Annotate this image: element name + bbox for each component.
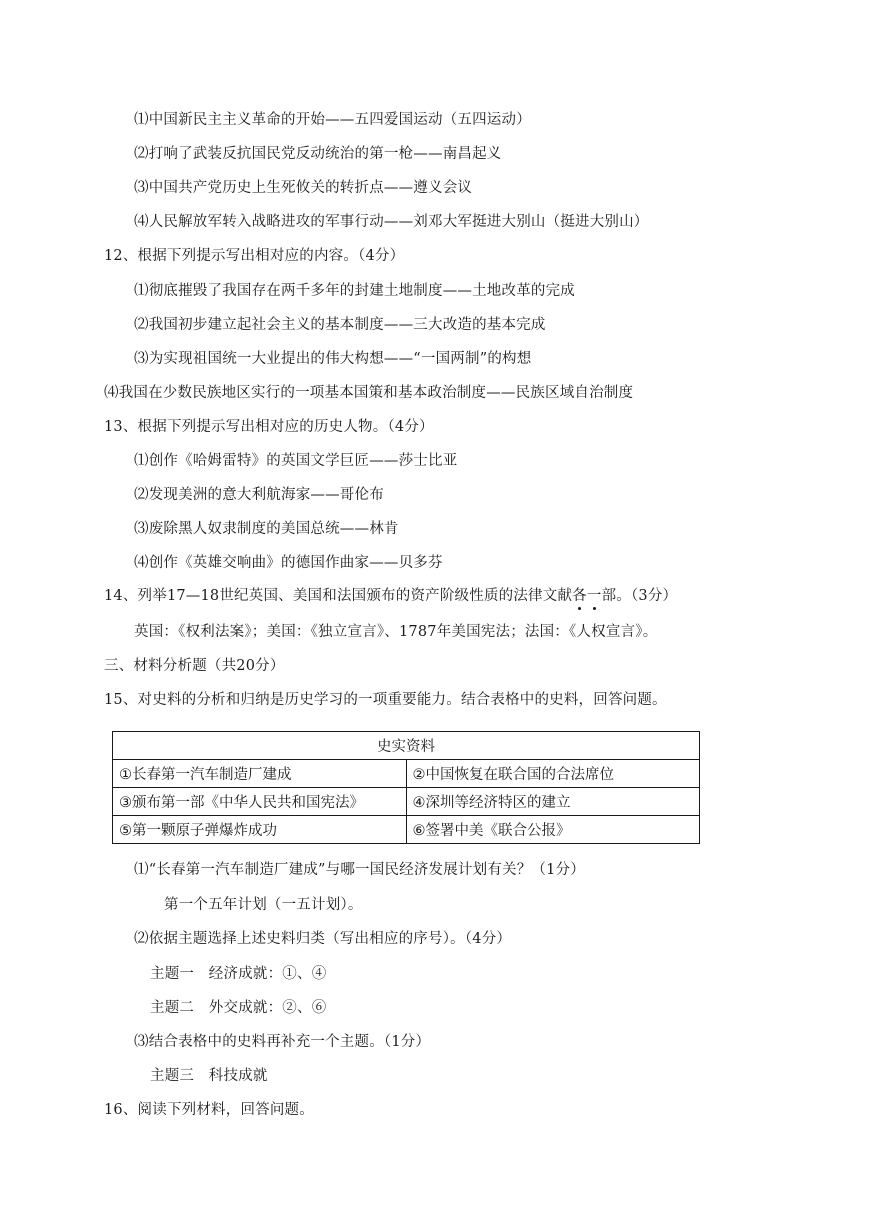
q16-title: 16、阅读下列材料，回答问题。 [104,1102,314,1118]
q11-item-4: ⑷人民解放军转入战略进攻的军事行动——刘邓大军挺进大别山（挺进大别山） [134,214,649,230]
q14-title [104,586,677,606]
q13-item-3: ⑶废除黑人奴隶制度的美国总统——林肯 [134,521,399,537]
table-cell: ⑤第一颗原子弹爆炸成功 [113,816,407,844]
q12-title: 12、根据下列提示写出相对应的内容。（4分） [104,248,405,264]
table-header: 史实资料 [113,732,700,760]
table-cell: ②中国恢复在联合国的合法席位 [406,760,700,788]
q14-title-text: 14、列举17—18世纪英国、美国和法国颁布的资产阶级性质的法律文献 [104,588,573,604]
q14-title-tail: 部。（3分） [601,588,678,604]
q11-item-1: ⑴中国新民主主义革命的开始——五四爱国运动（五四运动） [134,112,531,128]
q11-item-2: ⑵打响了武装反抗国民党反动统治的第一枪——南昌起义 [134,146,502,162]
section-3-heading: 三、材料分析题（共20分） [104,658,285,674]
q15-sub2-question: ⑵依据主题选择上述史料归类（写出相应的序号）。（4分） [134,931,512,947]
q15-sub3-question: ⑶结合表格中的史料再补充一个主题。（1分） [134,1034,431,1050]
q14-answer: 英国：《权利法案》；美国：《独立宣言》、1787年美国宪法；法国：《人权宣言》。 [134,624,658,640]
q15-sub1-answer: 第一个五年计划（一五计划）。 [164,897,363,913]
q15-sub1-question: ⑴“长春第一汽车制造厂建成”与哪一国民经济发展计划有关？（1分） [134,862,585,878]
q15-sub2-answer-2: 主题二 外交成就：②、⑥ [150,1000,327,1016]
table-cell: ④深圳等经济特区的建立 [406,788,700,816]
table-row [113,816,700,844]
q15-title: 15、对史料的分析和归纳是历史学习的一项重要能力。结合表格中的史料，回答问题。 [104,692,667,708]
q12-item-2: ⑵我国初步建立起社会主义的基本制度——三大改造的基本完成 [134,317,546,333]
q12-item-1: ⑴彻底摧毁了我国存在两千多年的封建土地制度——土地改革的完成 [134,283,575,299]
q13-item-2: ⑵发现美洲的意大利航海家——哥伦布 [134,487,384,503]
q12-item-4: ⑷我国在少数民族地区实行的一项基本国策和基本政治制度——民族区域自治制度 [104,385,634,401]
q14-emphasis-ge: 各 [572,588,587,604]
table-cell: ③颁布第一部《中华人民共和国宪法》 [113,788,407,816]
q14-emphasis-yi: 一 [586,588,602,604]
historical-sources-table [112,731,700,844]
q13-item-4: ⑷创作《英雄交响曲》的德国作曲家——贝多芬 [134,555,443,571]
q13-title: 13、根据下列提示写出相对应的历史人物。（4分） [104,419,434,435]
q15-sub2-answer-1: 主题一 经济成就：①、④ [150,966,327,982]
table-cell: ①长春第一汽车制造厂建成 [113,760,407,788]
q13-item-1: ⑴创作《哈姆雷特》的英国文学巨匠——莎士比亚 [134,453,458,469]
q15-sub3-answer: 主题三 科技成就 [150,1068,268,1084]
table-row [113,788,700,816]
table-header-row [113,732,700,760]
q11-item-3: ⑶中国共产党历史上生死攸关的转折点——遵义会议 [134,180,473,196]
table-row [113,760,700,788]
table-cell: ⑥签署中美《联合公报》 [406,816,700,844]
q12-item-3: ⑶为实现祖国统一大业提出的伟大构想——“一国两制”的构想 [134,351,532,367]
